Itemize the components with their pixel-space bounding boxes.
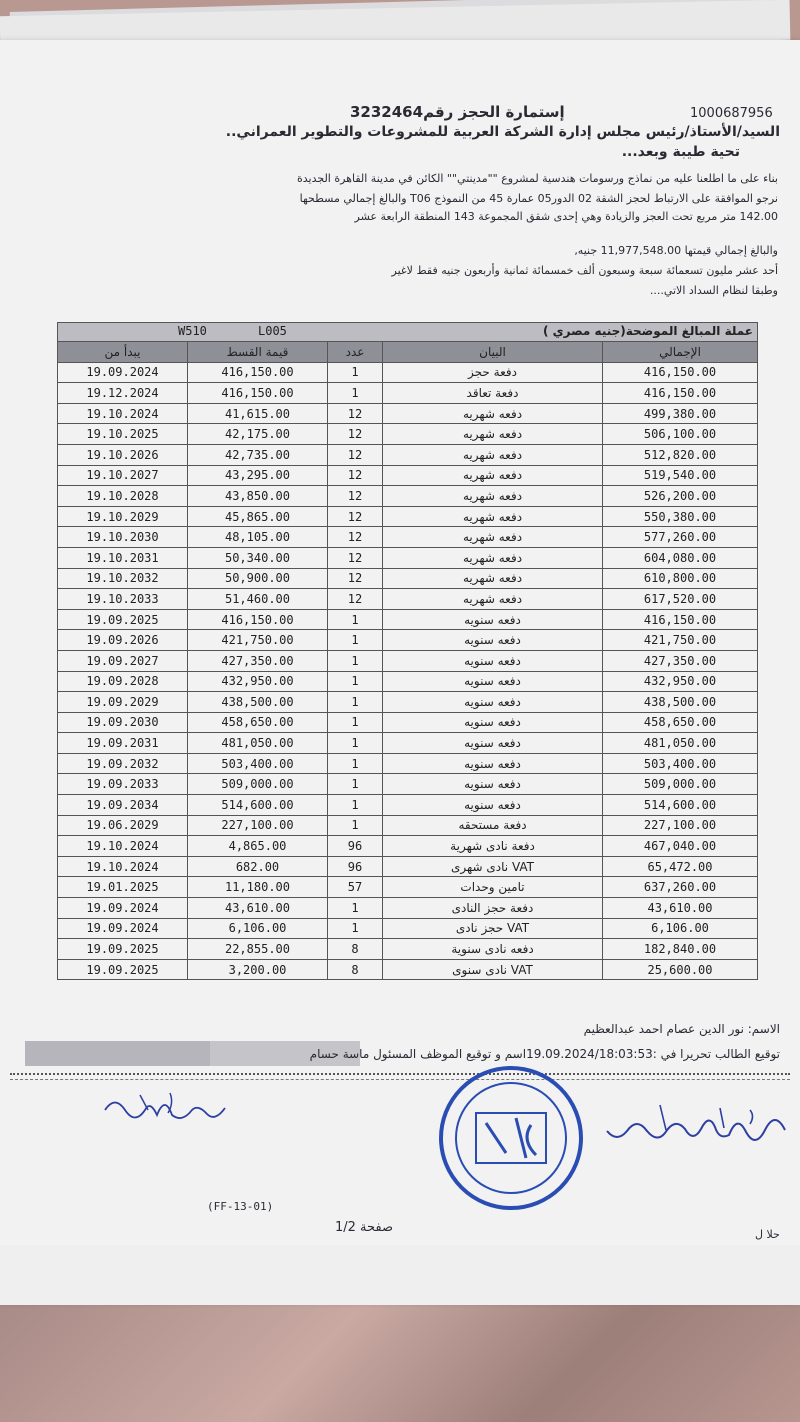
paragraph-1: بناء على ما اطلعنا عليه من نماذج ورسومات هندسية لمشروع ""مدينتي"" الكائن في مدينة القاهرة الجديدة [296,172,778,185]
row-description: دفعة حجز النادى [383,898,603,919]
row-start-date: 19.06.2029 [58,815,188,836]
total-value-words: أحد عشر مليون تسعمائة سبعة وسبعون ألف خمسمائة ثمانية وأربعون جنيه فقط لاغير [391,264,778,277]
paragraph-3: 142.00 متر مربع تحت العجز والزيادة وهي إحدى شقق المجموعة 143 المنطقة الرابعة عشر [354,210,778,223]
table-row [58,836,758,857]
row-count: 1 [328,692,383,713]
row-count: 12 [328,403,383,424]
table-row [58,424,758,445]
corner-text: حلا ل [755,1228,780,1241]
table-row [58,918,758,939]
row-total: 421,750.00 [603,630,758,651]
divider-2 [10,1079,790,1080]
row-count: 1 [328,712,383,733]
row-start-date: 19.09.2025 [58,959,188,980]
row-start-date: 19.10.2024 [58,403,188,424]
row-installment: 481,050.00 [188,733,328,754]
row-installment: 43,850.00 [188,486,328,507]
row-description: دفعه سنويه [383,753,603,774]
row-total: 610,800.00 [603,568,758,589]
header-total: الإجمالي [603,342,758,363]
row-total: 617,520.00 [603,589,758,610]
row-total: 512,820.00 [603,444,758,465]
table-row [58,692,758,713]
row-start-date: 19.09.2029 [58,692,188,713]
row-description: دفعه سنويه [383,671,603,692]
row-start-date: 19.10.2026 [58,444,188,465]
row-start-date: 19.09.2032 [58,753,188,774]
row-count: 12 [328,527,383,548]
row-total: 65,472.00 [603,856,758,877]
table-row [58,650,758,671]
table-row [58,774,758,795]
row-description: دفعه سنويه [383,795,603,816]
row-start-date: 19.10.2030 [58,527,188,548]
row-installment: 682.00 [188,856,328,877]
row-count: 57 [328,877,383,898]
table-header [58,342,758,363]
row-description: دفعه شهريه [383,589,603,610]
row-description: دفعة نادى شهرية [383,836,603,857]
addressee: السيد/الأستاذ/رئيس مجلس إدارة الشركة العربية للمشروعات والتطوير العمراني.. [225,124,780,140]
row-total: 499,380.00 [603,403,758,424]
row-count: 12 [328,547,383,568]
row-description: دفعه سنويه [383,774,603,795]
table-row [58,589,758,610]
row-installment: 432,950.00 [188,671,328,692]
divider [10,1073,790,1075]
row-description: دفعه شهريه [383,527,603,548]
row-total: 43,610.00 [603,898,758,919]
row-start-date: 19.10.2027 [58,465,188,486]
row-start-date: 19.10.2025 [58,424,188,445]
row-description: دفعه شهريه [383,568,603,589]
row-description: دفعه شهريه [383,444,603,465]
row-installment: 6,106.00 [188,918,328,939]
row-description: دفعه سنويه [383,712,603,733]
row-start-date: 19.10.2032 [58,568,188,589]
table-row [58,959,758,980]
row-installment: 509,000.00 [188,774,328,795]
row-total: 182,840.00 [603,939,758,960]
document-number: 1000687956 [690,106,773,121]
row-total: 467,040.00 [603,836,758,857]
row-description: دفعه سنويه [383,630,603,651]
row-start-date: 19.10.2031 [58,547,188,568]
table-row [58,877,758,898]
table-row [58,465,758,486]
row-start-date: 19.09.2025 [58,939,188,960]
row-total: 416,150.00 [603,383,758,404]
page-number: صفحة 1/2 [335,1220,394,1235]
signature-line: توقيع الطالب تحريرا في :19.09.2024/18:03:53اسم و توقيع الموظف المسئول ماسة حسام [309,1047,780,1061]
row-total: 432,950.00 [603,671,758,692]
row-installment: 3,200.00 [188,959,328,980]
row-installment: 11,180.00 [188,877,328,898]
unit-code-1: W510 [178,324,207,338]
row-description: دفعه نادى سنوية [383,939,603,960]
row-installment: 416,150.00 [188,362,328,383]
row-total: 6,106.00 [603,918,758,939]
row-start-date: 19.09.2026 [58,630,188,651]
row-start-date: 19.09.2033 [58,774,188,795]
row-start-date: 19.12.2024 [58,383,188,404]
row-installment: 43,610.00 [188,898,328,919]
table-row [58,609,758,630]
row-total: 519,540.00 [603,465,758,486]
row-installment: 514,600.00 [188,795,328,816]
row-installment: 42,735.00 [188,444,328,465]
row-total: 427,350.00 [603,650,758,671]
row-description: دفعه شهريه [383,465,603,486]
handwritten-signature-left [100,1085,230,1125]
row-count: 1 [328,630,383,651]
row-description: تامين وحدات [383,877,603,898]
row-count: 1 [328,918,383,939]
row-description: VAT حجز نادى [383,918,603,939]
table-row [58,444,758,465]
table-row [58,506,758,527]
table-code-row [58,323,758,342]
table-row [58,383,758,404]
row-count: 1 [328,650,383,671]
table-row [58,939,758,960]
row-start-date: 19.10.2033 [58,589,188,610]
company-stamp [436,1063,586,1213]
row-total: 438,500.00 [603,692,758,713]
payment-schedule-table [57,322,758,980]
payment-system-line: وطبقا لنظام السداد الاتي.... [649,284,778,297]
row-count: 96 [328,856,383,877]
row-count: 1 [328,898,383,919]
table-row [58,795,758,816]
row-total: 514,600.00 [603,795,758,816]
row-count: 8 [328,939,383,960]
row-description: دفعة تعاقد [383,383,603,404]
row-count: 12 [328,486,383,507]
row-description: دفعه شهريه [383,486,603,507]
row-count: 1 [328,362,383,383]
table-row [58,733,758,754]
row-count: 1 [328,609,383,630]
row-installment: 416,150.00 [188,609,328,630]
row-installment: 421,750.00 [188,630,328,651]
row-count: 1 [328,671,383,692]
row-total: 227,100.00 [603,815,758,836]
table-row [58,527,758,548]
row-installment: 22,855.00 [188,939,328,960]
table-row [58,362,758,383]
handwritten-signature-right [600,1100,790,1145]
row-start-date: 19.09.2034 [58,795,188,816]
row-start-date: 19.09.2031 [58,733,188,754]
row-description: دفعه شهريه [383,403,603,424]
row-start-date: 19.10.2024 [58,836,188,857]
table-row [58,898,758,919]
row-description: دفعه شهريه [383,506,603,527]
row-description: VAT نادى سنوى [383,959,603,980]
row-description: دفعه شهريه [383,424,603,445]
row-start-date: 19.09.2024 [58,362,188,383]
row-start-date: 19.09.2028 [58,671,188,692]
row-description: دفعه سنويه [383,609,603,630]
row-installment: 416,150.00 [188,383,328,404]
row-installment: 503,400.00 [188,753,328,774]
row-total: 604,080.00 [603,547,758,568]
row-installment: 42,175.00 [188,424,328,445]
row-description: دفعه سنويه [383,650,603,671]
table-row [58,547,758,568]
row-start-date: 19.09.2025 [58,609,188,630]
row-total: 458,650.00 [603,712,758,733]
row-installment: 43,295.00 [188,465,328,486]
unit-code-2: L005 [258,324,287,338]
row-start-date: 19.09.2030 [58,712,188,733]
row-installment: 227,100.00 [188,815,328,836]
header-start: يبدأ من [58,342,188,363]
table-row [58,856,758,877]
row-installment: 427,350.00 [188,650,328,671]
table-row [58,630,758,651]
row-installment: 50,340.00 [188,547,328,568]
row-start-date: 19.10.2029 [58,506,188,527]
row-installment: 41,615.00 [188,403,328,424]
row-start-date: 19.10.2028 [58,486,188,507]
currency-note: عملة المبالغ الموضحة(جنيه مصري ) [542,324,754,338]
header-description: البيان [383,342,603,363]
row-installment: 438,500.00 [188,692,328,713]
total-value-line: والبالغ إجمالي قيمتها 11,977,548.00 جنيه, [574,244,778,257]
row-start-date: 19.09.2027 [58,650,188,671]
document-lower [0,1245,800,1305]
table-row [58,815,758,836]
row-start-date: 19.09.2024 [58,898,188,919]
table-row [58,403,758,424]
row-description: دفعه سنويه [383,692,603,713]
row-count: 1 [328,733,383,754]
row-total: 637,260.00 [603,877,758,898]
applicant-name: الاسم: نور الدين عصام احمد عبدالعظيم [583,1022,780,1036]
row-description: دفعه شهريه [383,547,603,568]
row-total: 416,150.00 [603,609,758,630]
table-row [58,753,758,774]
background-fabric [0,1300,800,1422]
table-row [58,568,758,589]
row-count: 12 [328,506,383,527]
row-description: دفعة مستحقه [383,815,603,836]
row-count: 1 [328,774,383,795]
row-count: 1 [328,815,383,836]
row-total: 503,400.00 [603,753,758,774]
row-installment: 458,650.00 [188,712,328,733]
row-total: 526,200.00 [603,486,758,507]
row-start-date: 19.01.2025 [58,877,188,898]
paragraph-2: نرجو الموافقة على الارتباط لحجز الشقة 02 الدور05 عمارة 45 من النموذج T06 والبالغ إجمالي مسطحها [299,192,778,205]
row-installment: 4,865.00 [188,836,328,857]
row-total: 481,050.00 [603,733,758,754]
row-total: 25,600.00 [603,959,758,980]
table-row [58,486,758,507]
table-row [58,671,758,692]
row-description: دفعه سنويه [383,733,603,754]
row-count: 12 [328,424,383,445]
row-count: 12 [328,589,383,610]
header-count: عدد [328,342,383,363]
form-title: إستمارة الحجز رقم3232464 [350,103,565,121]
row-count: 12 [328,465,383,486]
row-total: 416,150.00 [603,362,758,383]
row-installment: 51,460.00 [188,589,328,610]
row-count: 1 [328,753,383,774]
row-total: 577,260.00 [603,527,758,548]
row-description: دفعة حجز [383,362,603,383]
row-description: VAT نادى شهرى [383,856,603,877]
row-installment: 45,865.00 [188,506,328,527]
row-count: 96 [328,836,383,857]
row-installment: 50,900.00 [188,568,328,589]
greeting: تحية طيبة وبعد... [621,144,740,160]
row-installment: 48,105.00 [188,527,328,548]
row-total: 550,380.00 [603,506,758,527]
row-count: 8 [328,959,383,980]
row-start-date: 19.10.2024 [58,856,188,877]
row-count: 12 [328,444,383,465]
row-count: 12 [328,568,383,589]
row-total: 506,100.00 [603,424,758,445]
row-start-date: 19.09.2024 [58,918,188,939]
row-count: 1 [328,795,383,816]
row-count: 1 [328,383,383,404]
row-total: 509,000.00 [603,774,758,795]
header-installment: قيمة القسط [188,342,328,363]
table-row [58,712,758,733]
form-code: (FF-13-01) [207,1200,274,1213]
